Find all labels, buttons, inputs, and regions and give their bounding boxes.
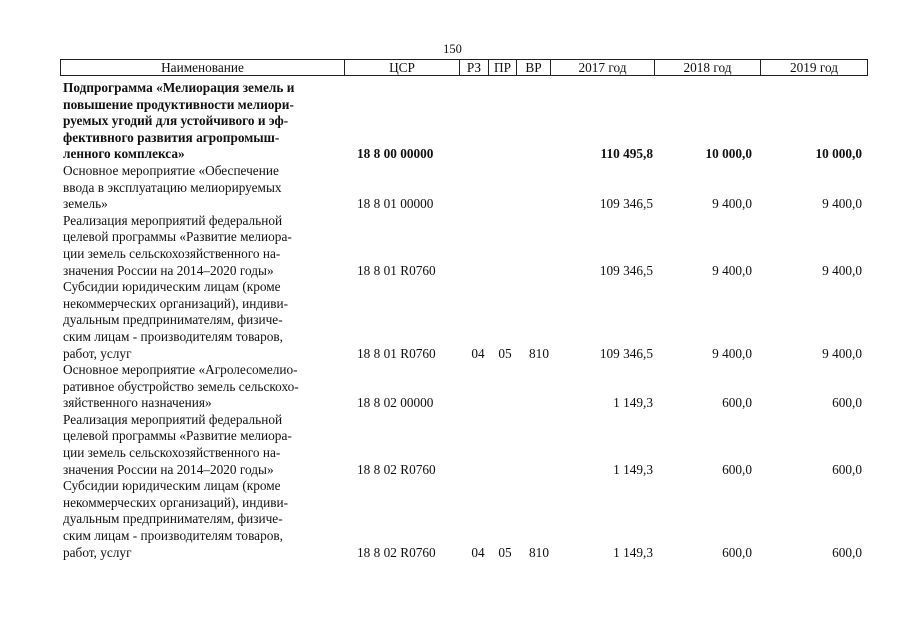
header-vr: ВР — [517, 60, 551, 76]
table-header — [60, 59, 868, 76]
row-2017: 1 149,3 — [613, 544, 653, 560]
row-csr: 18 8 01 00000 — [357, 196, 434, 212]
table-body — [63, 80, 865, 561]
header-2018: 2018 год — [655, 60, 761, 76]
row-2018: 600,0 — [722, 395, 752, 411]
row-csr: 18 8 02 00000 — [357, 395, 434, 411]
header-2017: 2017 год — [551, 60, 655, 76]
row-vr: 810 — [529, 345, 549, 361]
row-name: Основное мероприятие «Обеспечение ввода в эксплуатацию мелиорируемых земель» — [63, 162, 282, 212]
row-name: Подпрограмма «Мелиорация земель и повышение продуктивности мелиори- руемых угодий для устойчивого и эф- фективного развития агропромыш- ленного комплекса» — [63, 80, 295, 162]
row-pr: 05 — [498, 544, 512, 560]
row-2019: 600,0 — [832, 395, 862, 411]
row-2018: 600,0 — [722, 461, 752, 477]
row-2017: 109 346,5 — [599, 262, 653, 278]
table-row — [63, 478, 865, 561]
row-2018: 600,0 — [722, 544, 752, 560]
table-row — [63, 279, 865, 362]
page-number: 150 — [443, 42, 462, 56]
row-name: Реализация мероприятий федеральной целевой программы «Развитие мелиора- ции земель сельскохозяйственного на- значения России на 2014–2020 годы» — [63, 411, 292, 477]
row-name: Основное мероприятие «Агролесомелио- ративное обустройство земель сельскохо- зяйственного назначения» — [63, 362, 299, 411]
row-csr: 18 8 02 R0760 — [357, 544, 436, 560]
row-2017: 1 149,3 — [613, 461, 653, 477]
table-row — [63, 80, 865, 163]
row-name: Реализация мероприятий федеральной целевой программы «Развитие мелиора- ции земель сельскохозяйственного на- значения России на 2014–2020 годы» — [63, 212, 292, 278]
row-2019: 9 400,0 — [822, 196, 862, 212]
row-2017: 1 149,3 — [613, 395, 653, 411]
row-name: Субсидии юридическим лицам (кроме некоммерческих организаций), индиви- дуальным предпринимателям, физиче- ским лицам - производителям товаров, работ, услуг — [63, 478, 289, 560]
row-csr: 18 8 01 R0760 — [357, 262, 436, 278]
row-2017: 109 346,5 — [599, 345, 653, 361]
table-row — [63, 412, 865, 478]
row-csr: 18 8 02 R0760 — [357, 461, 436, 477]
row-2017: 110 495,8 — [600, 146, 653, 162]
row-2018: 10 000,0 — [705, 146, 752, 162]
row-csr: 18 8 00 00000 — [357, 146, 434, 162]
row-2019: 9 400,0 — [822, 345, 862, 361]
row-rz: 04 — [471, 345, 485, 361]
row-2019: 600,0 — [832, 544, 862, 560]
header-name: Наименование — [61, 60, 345, 76]
row-rz: 04 — [471, 544, 485, 560]
header-rz: РЗ — [460, 60, 489, 76]
row-vr: 810 — [529, 544, 549, 560]
header-2019: 2019 год — [761, 60, 868, 76]
row-2019: 9 400,0 — [822, 262, 862, 278]
table-row — [63, 163, 865, 213]
row-pr: 05 — [498, 345, 512, 361]
row-2018: 9 400,0 — [712, 262, 752, 278]
row-2018: 9 400,0 — [712, 196, 752, 212]
header-pr: ПР — [489, 60, 517, 76]
table-row — [63, 362, 865, 412]
row-2019: 600,0 — [832, 461, 862, 477]
row-2017: 109 346,5 — [599, 196, 653, 212]
row-2019: 10 000,0 — [815, 146, 862, 162]
row-csr: 18 8 01 R0760 — [357, 345, 436, 361]
row-2018: 9 400,0 — [712, 345, 752, 361]
table-row — [63, 213, 865, 279]
row-name: Субсидии юридическим лицам (кроме некоммерческих организаций), индиви- дуальным предпринимателям, физиче- ским лицам - производителям товаров, работ, услуг — [63, 279, 289, 361]
header-csr: ЦСР — [345, 60, 460, 76]
